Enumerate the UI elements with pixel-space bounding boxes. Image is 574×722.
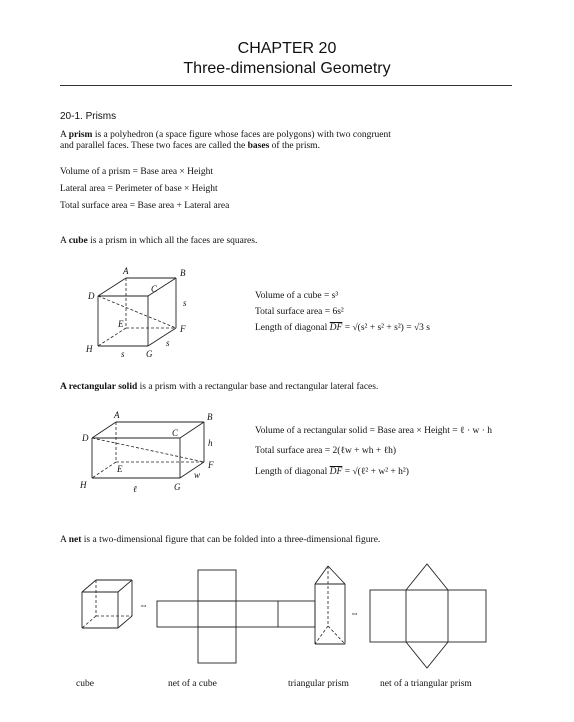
text: and parallel faces. These two faces are called the	[60, 141, 248, 151]
text: is a prism with a rectangular base and rectangular lateral faces.	[137, 382, 379, 392]
text: A	[60, 535, 69, 545]
vertex-c-label: C	[172, 428, 179, 438]
edge-s-label-depth: s	[166, 338, 170, 348]
text: of the prism.	[269, 141, 320, 151]
prism-definition-line-1	[60, 130, 391, 141]
chapter-subtitle: Three-dimensional Geometry	[183, 60, 391, 77]
section-heading: 20-1. Prisms	[60, 111, 117, 122]
text: A	[60, 236, 69, 246]
vertex-c-label: C	[151, 284, 158, 294]
cube-diagram	[80, 262, 210, 372]
rectangular-solid-diagram	[72, 408, 222, 503]
text: Length of diagonal	[255, 467, 330, 477]
vertex-a-label: A	[123, 266, 129, 276]
vertex-f-label: F	[180, 324, 186, 334]
caption-cube: cube	[76, 679, 94, 689]
equivalence-arrow-icon: ⇔	[350, 608, 359, 618]
vertex-h-label: H	[86, 344, 93, 354]
rect-surface-formula: Total surface area = 2(ℓw + wh + ℓh)	[255, 446, 397, 456]
prism-definition-line-2	[60, 141, 320, 152]
term-net: net	[68, 535, 82, 545]
prism-surface-area-formula: Total surface area = Base area + Lateral area	[60, 201, 230, 211]
vertex-f-label: F	[208, 460, 214, 470]
net-of-triangular-prism-figure	[370, 564, 486, 668]
text: is a prism in which all the faces are squares.	[87, 236, 258, 246]
vertex-g-label: G	[146, 349, 153, 359]
caption-net-of-cube: net of a cube	[168, 679, 217, 689]
nets-diagram	[60, 558, 520, 678]
cube-diagonal-formula	[255, 322, 430, 335]
vertex-e-label: E	[117, 464, 123, 474]
vertex-h-label: H	[80, 480, 87, 490]
prism-volume-formula: Volume of a prism = Base area × Height	[60, 167, 214, 177]
vertex-d-label: D	[82, 433, 89, 443]
chapter-title: CHAPTER 20	[237, 40, 337, 57]
text: = √(s² + s² + s²) = √3 s	[342, 323, 430, 333]
text: A	[60, 130, 69, 140]
prism-lateral-area-formula: Lateral area = Perimeter of base × Height	[60, 184, 218, 194]
dim-h-label: h	[208, 438, 213, 448]
text: is a two-dimensional figure that can be folded into a three-dimensional figure.	[81, 535, 381, 545]
vertex-e-label: E	[118, 319, 124, 329]
caption-net-of-triangular-prism: net of a triangular prism	[380, 679, 472, 689]
net-definition	[60, 535, 380, 546]
vertex-d-label: D	[88, 291, 95, 301]
vertex-b-label: B	[207, 412, 213, 422]
small-cube-figure	[82, 580, 132, 628]
term-bases: bases	[247, 141, 270, 151]
vertex-g-label: G	[174, 482, 181, 492]
text: = √(ℓ² + w² + h²)	[342, 467, 409, 477]
term-rectangular-solid: A rectangular solid	[60, 382, 138, 392]
cube-definition	[60, 236, 257, 247]
rectangular-solid-definition	[60, 382, 378, 393]
cube-surface-formula: Total surface area = 6s²	[255, 307, 344, 317]
cube-volume-formula: Volume of a cube = s³	[255, 291, 339, 301]
vertex-b-label: B	[180, 268, 186, 278]
text: Length of diagonal	[255, 323, 330, 333]
segment-df: $\overline{DF}$	[329, 323, 343, 333]
equivalence-arrow-icon: ⇔	[139, 600, 148, 610]
term-cube: cube	[68, 236, 88, 246]
term-prism: prism	[68, 130, 93, 140]
rect-volume-formula: Volume of a rectangular solid = Base area × Height = ℓ · w · h	[255, 426, 493, 436]
vertex-a-label: A	[114, 410, 120, 420]
triangular-prism-figure	[315, 566, 345, 644]
edge-s-label-height: s	[183, 298, 187, 308]
dim-l-label: ℓ	[133, 484, 137, 494]
edge-s-label-width: s	[121, 349, 125, 359]
net-of-cube-figure	[157, 570, 315, 663]
rect-diagonal-formula	[255, 466, 409, 479]
caption-triangular-prism: triangular prism	[288, 679, 349, 689]
segment-df: $\overline{DF}$	[329, 467, 343, 477]
text: is a polyhedron (a space figure whose faces are polygons) with two congruent	[92, 130, 391, 140]
header-rule	[60, 85, 512, 86]
dim-w-label: w	[194, 470, 201, 480]
